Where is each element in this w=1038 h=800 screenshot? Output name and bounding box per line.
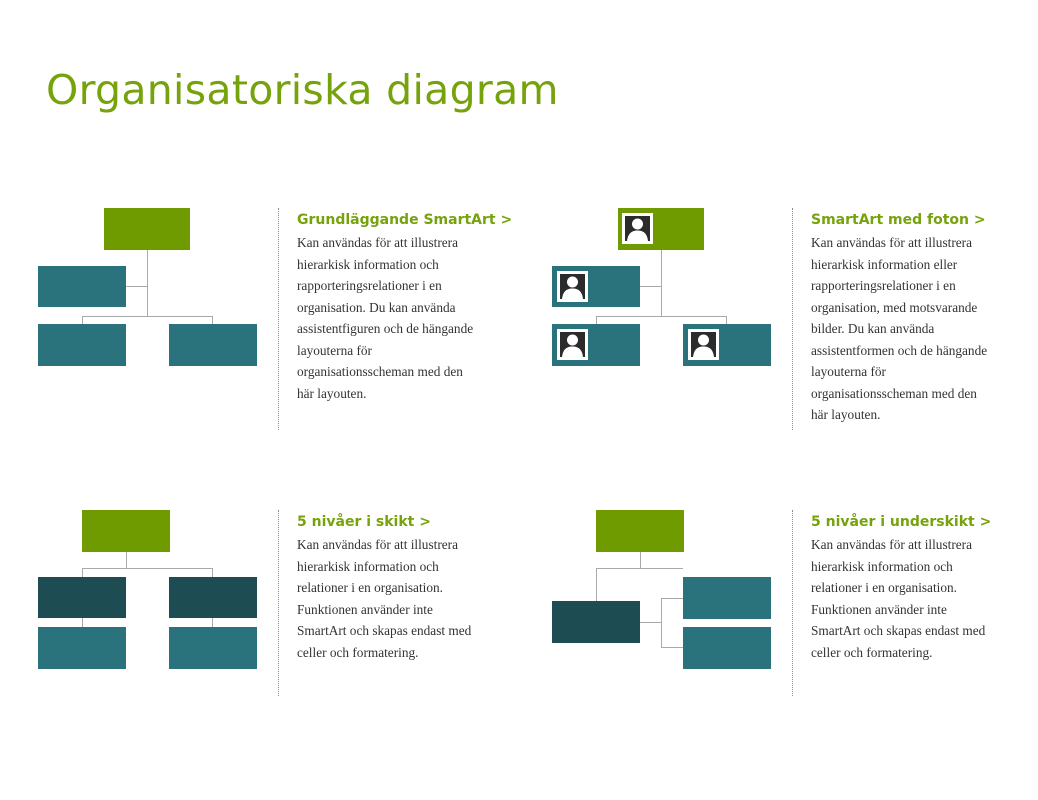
description-line: Funktionen använder inte bbox=[297, 601, 433, 617]
dotted-divider bbox=[278, 208, 279, 430]
org-chart-photos-thumbnail[interactable] bbox=[552, 208, 822, 448]
description-line: SmartArt och skapas endast med bbox=[811, 623, 986, 638]
level-2-box bbox=[552, 601, 640, 643]
connector-line bbox=[640, 622, 661, 623]
connector-line bbox=[726, 316, 727, 324]
level-2-box bbox=[169, 577, 257, 618]
description-line: rapporteringsrelationer i en bbox=[811, 278, 956, 293]
child-box bbox=[683, 324, 771, 366]
card-basic-smartart bbox=[38, 208, 557, 468]
description-line: Kan användas för att illustrera bbox=[811, 235, 972, 250]
top-box bbox=[82, 510, 170, 552]
card-description bbox=[811, 232, 1038, 426]
description-line: layouterna för bbox=[811, 364, 886, 379]
description-line: bilder. Du kan använda bbox=[811, 321, 935, 336]
description-line: Funktionen använder inte bbox=[811, 601, 947, 617]
description-line: layouterna för bbox=[297, 342, 372, 358]
connector-line bbox=[126, 552, 127, 568]
description-line: här layouten. bbox=[811, 407, 881, 422]
dotted-divider bbox=[792, 208, 793, 430]
card-text bbox=[297, 512, 537, 663]
connector-line bbox=[126, 286, 147, 287]
person-silhouette-icon bbox=[557, 329, 588, 360]
connector-line bbox=[82, 316, 83, 324]
assistant-box bbox=[552, 266, 640, 307]
description-line: relationer i en organisation. bbox=[297, 580, 443, 595]
link-5-levels-sublayered[interactable]: 5 nivåer i underskikt > bbox=[811, 514, 992, 530]
connector-line bbox=[661, 598, 662, 648]
level-2-box bbox=[38, 577, 126, 618]
link-basic-smartart[interactable]: Grundläggande SmartArt > bbox=[297, 212, 513, 228]
description-line: organisation, med motsvarande bbox=[811, 299, 978, 315]
level-3-box bbox=[38, 627, 126, 669]
description-line: Kan användas för att illustrera bbox=[297, 537, 458, 552]
description-line: assistentfiguren och de hängande bbox=[297, 321, 474, 336]
connector-line bbox=[640, 552, 641, 568]
person-silhouette-icon bbox=[557, 271, 588, 302]
connector-line bbox=[82, 316, 213, 317]
level-3-box bbox=[683, 627, 771, 669]
connector-line bbox=[82, 568, 83, 577]
description-line: Kan användas för att illustrera bbox=[297, 235, 458, 250]
description-line: celler och formatering. bbox=[297, 644, 419, 660]
description-line: här layouten. bbox=[297, 385, 367, 401]
description-line: Kan användas för att illustrera bbox=[811, 537, 972, 552]
connector-line bbox=[212, 618, 213, 627]
child-box bbox=[169, 324, 257, 366]
description-line: celler och formatering. bbox=[811, 644, 933, 660]
link-5-levels-layered[interactable]: 5 nivåer i skikt > bbox=[297, 514, 431, 530]
description-line: hierarkisk information och bbox=[297, 558, 439, 574]
description-line: relationer i en organisation. bbox=[811, 580, 957, 595]
child-box bbox=[552, 324, 640, 366]
person-silhouette-icon bbox=[688, 329, 719, 360]
description-line: organisation. Du kan använda bbox=[297, 299, 456, 315]
connector-line bbox=[661, 598, 683, 599]
connector-line bbox=[82, 568, 213, 569]
description-line: SmartArt och skapas endast med bbox=[297, 623, 472, 638]
connector-line bbox=[596, 568, 683, 569]
link-smartart-photos[interactable]: SmartArt med foton > bbox=[811, 212, 986, 228]
card-smartart-photos bbox=[552, 208, 1038, 468]
child-box bbox=[38, 324, 126, 366]
connector-line bbox=[661, 647, 683, 648]
card-5-levels-layered bbox=[38, 510, 557, 770]
card-5-levels-sublayered bbox=[552, 510, 1038, 770]
top-box bbox=[596, 510, 684, 552]
description-line: organisationsscheman med den bbox=[297, 364, 463, 379]
connector-line bbox=[212, 568, 213, 577]
connector-line bbox=[640, 286, 661, 287]
top-box bbox=[104, 208, 190, 250]
card-description bbox=[297, 232, 537, 404]
card-description bbox=[811, 534, 1038, 663]
connector-line bbox=[82, 618, 83, 627]
description-line: assistentformen och de hängande bbox=[811, 342, 988, 358]
page-title: Organisatoriska diagram bbox=[46, 66, 559, 114]
top-box bbox=[618, 208, 704, 250]
card-text bbox=[811, 512, 1038, 663]
person-silhouette-icon bbox=[622, 213, 653, 244]
connector-line bbox=[661, 250, 662, 316]
dotted-divider bbox=[278, 510, 279, 696]
dotted-divider bbox=[792, 510, 793, 696]
description-line: rapporteringsrelationer i en bbox=[297, 278, 442, 293]
description-line: hierarkisk information eller bbox=[811, 256, 958, 272]
connector-line bbox=[147, 250, 148, 316]
assistant-box bbox=[38, 266, 126, 307]
level-3-box bbox=[683, 577, 771, 619]
connector-line bbox=[596, 316, 727, 317]
connector-line bbox=[212, 316, 213, 324]
card-description bbox=[297, 534, 537, 663]
level-3-box bbox=[169, 627, 257, 669]
description-line: organisationsscheman med den bbox=[811, 385, 977, 401]
card-text bbox=[297, 210, 537, 404]
org-chart-sublayered-thumbnail[interactable] bbox=[552, 510, 822, 750]
description-line: hierarkisk information och bbox=[297, 256, 439, 272]
org-chart-layered-thumbnail[interactable] bbox=[38, 510, 308, 750]
connector-line bbox=[596, 568, 597, 601]
connector-line bbox=[596, 316, 597, 324]
org-chart-basic-thumbnail[interactable] bbox=[38, 208, 308, 448]
card-text bbox=[811, 210, 1038, 426]
description-line: hierarkisk information och bbox=[811, 558, 953, 574]
